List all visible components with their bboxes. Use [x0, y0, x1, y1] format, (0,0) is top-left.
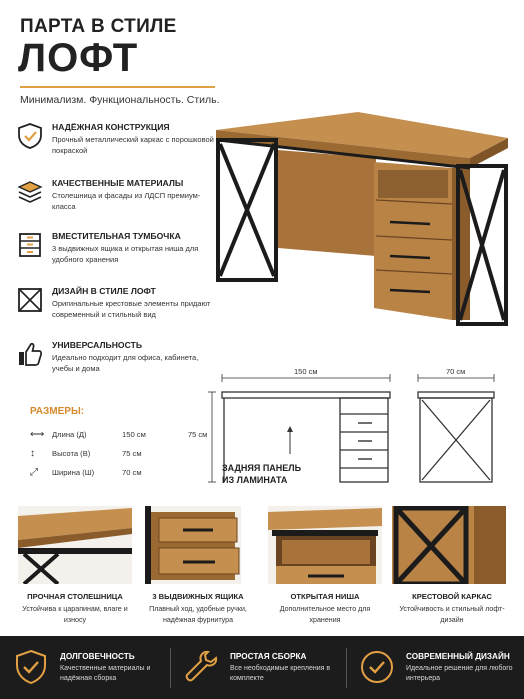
photo-desc: Дополнительное место для хранения: [279, 605, 371, 624]
title-line2: ЛОФТ: [18, 36, 139, 80]
footer-item: [358, 636, 518, 699]
footer-title: ДОЛГОВЕЧНОСТЬ: [60, 652, 135, 661]
photo-desc: Плавный ход, удобные ручки, надёжная фурнитура: [149, 605, 247, 624]
feature-desc: Столешница и фасады из ЛДСП премиум-класса: [52, 191, 201, 211]
height-label: 75 см: [188, 430, 208, 439]
cross-frame-icon: [16, 286, 44, 314]
thumbs-up-icon: [16, 340, 44, 368]
footer-divider: [170, 648, 171, 688]
footer-title: СОВРЕМЕННЫЙ ДИЗАЙН: [406, 652, 510, 661]
front-width-label: 150 см: [294, 367, 318, 376]
size-row: [30, 468, 160, 480]
feature-title: ВМЕСТИТЕЛЬНАЯ ТУМБОЧКА: [52, 231, 181, 241]
photo-title: ОТКРЫТАЯ НИША: [290, 592, 360, 601]
footer-item: [182, 636, 342, 699]
accent-divider: [20, 86, 215, 88]
feature-title: ДИЗАЙН В СТИЛЕ ЛОФТ: [52, 286, 156, 296]
desk-illustration: [208, 108, 514, 340]
arrow-vertical-icon: ↕: [30, 448, 35, 459]
feature-desc: Оригинальные крестовые элементы придают современный и стильный вид: [52, 299, 211, 319]
footer-item: [12, 636, 172, 699]
sizes-title: РАЗМЕРЫ:: [30, 406, 85, 417]
back-panel-line2: ИЗ ЛАМИНАТА: [222, 475, 288, 485]
feature-desc: Прочный металлический каркас с порошковой покраской: [52, 135, 214, 155]
footer-title: ПРОСТАЯ СБОРКА: [230, 652, 307, 661]
size-value: 150 см: [122, 430, 146, 439]
footer-desc: Все необходимые крепления в комплекте: [230, 665, 331, 682]
feature-title: НАДЁЖНАЯ КОНСТРУКЦИЯ: [52, 122, 170, 132]
back-panel-label: [222, 462, 301, 486]
size-value: 70 см: [122, 468, 142, 477]
check-circle-icon: [358, 648, 396, 686]
size-label: Ширина (Ш): [52, 468, 95, 477]
back-panel-line1: ЗАДНЯЯ ПАНЕЛЬ: [222, 463, 302, 473]
detail-photo-tabletop: [18, 506, 132, 584]
footer-desc: Идеальное решение для любого интерьера: [406, 665, 513, 682]
photo-desc: Устойчивость и стильный лофт-дизайн: [399, 605, 505, 624]
photo-title: 3 ВЫДВИЖНЫХ ЯЩИКА: [152, 592, 244, 601]
photo-title: КРЕСТОВОЙ КАРКАС: [412, 592, 492, 601]
feature-desc: Идеально подходит для офиса, кабинета, учебы и дома: [52, 353, 199, 373]
footer-desc: Качественные материалы и надёжная сборка: [60, 665, 151, 682]
arrow-horizontal-icon: ⟷: [30, 429, 45, 440]
title-line1: ПАРТА В СТИЛЕ: [20, 16, 177, 37]
detail-photo-niche: [268, 506, 382, 584]
drawers-icon: [16, 231, 44, 259]
size-label: Высота (В): [52, 449, 91, 458]
size-row: [30, 430, 160, 442]
footer-divider: [346, 648, 347, 688]
detail-photo-frame: [392, 506, 506, 584]
size-value: 75 см: [122, 449, 142, 458]
footer-bar: [0, 636, 524, 699]
arrow-diagonal-icon: ⤢: [30, 467, 38, 478]
shield-check-icon: [16, 122, 44, 150]
wrench-icon: [182, 648, 220, 686]
photo-title: ПРОЧНАЯ СТОЛЕШНИЦА: [27, 592, 123, 601]
detail-photo-drawers: [145, 506, 241, 584]
layers-icon: [16, 178, 44, 206]
subtitle: Минимализм. Функциональность. Стиль.: [20, 94, 220, 106]
photo-desc: Устойчива к царапинам, влаге и износу: [22, 605, 128, 624]
feature-desc: 3 выдвижных ящика и открытая ниша для удобного хранения: [52, 244, 199, 264]
size-label: Длина (Д): [52, 430, 87, 439]
shield-check-icon: [12, 648, 50, 686]
feature-title: КАЧЕСТВЕННЫЕ МАТЕРИАЛЫ: [52, 178, 184, 188]
feature-title: УНИВЕРСАЛЬНОСТЬ: [52, 340, 143, 350]
size-row: [30, 449, 160, 461]
side-width-label: 70 см: [446, 367, 466, 376]
